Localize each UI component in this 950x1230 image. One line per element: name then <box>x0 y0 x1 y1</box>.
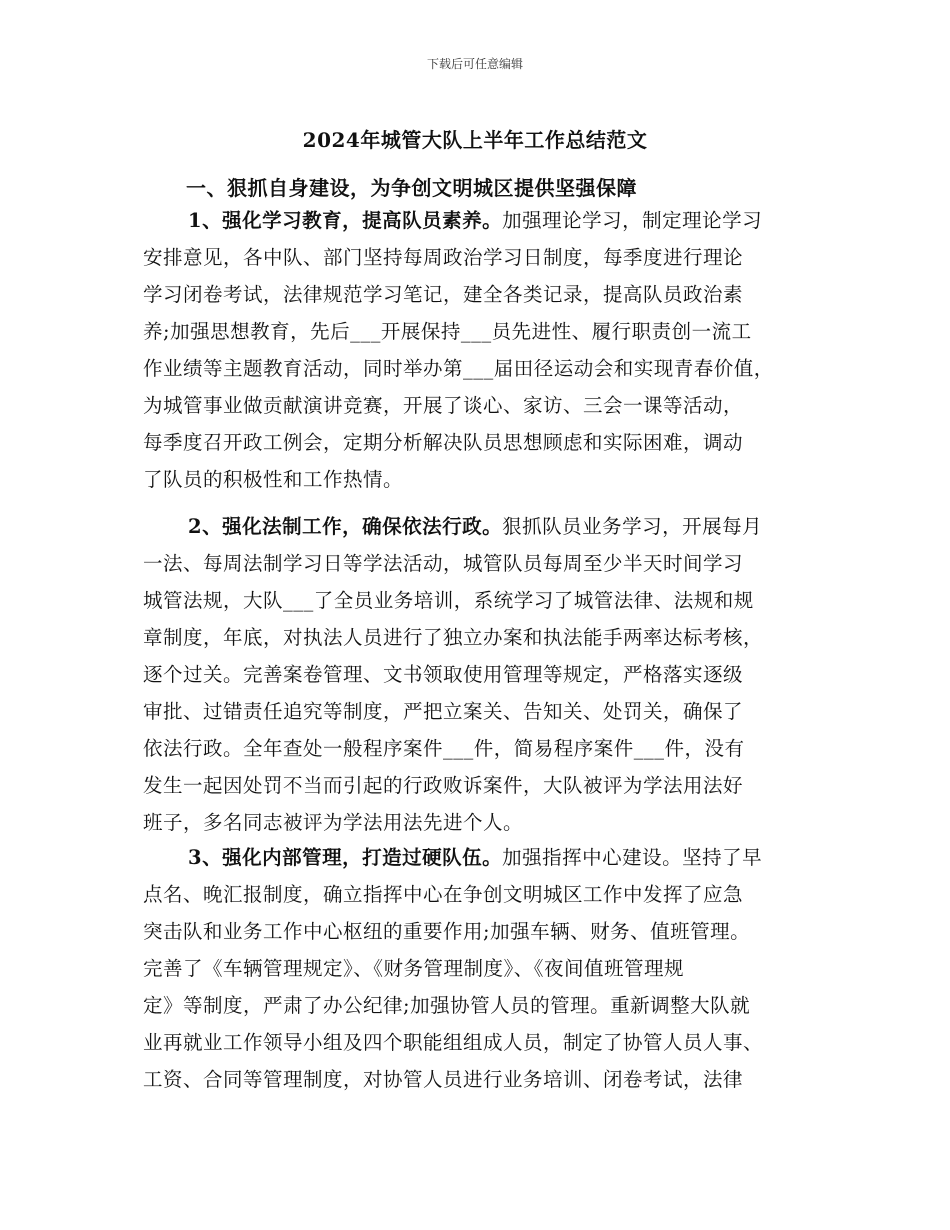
paragraph-line: 审批、过错责任追究等制度，严把立案关、告知关、处罚关，确保了 <box>143 700 744 723</box>
paragraph-line: 每季度召开政工例会，定期分析解决队员思想顾虑和实际困难，调动 <box>143 431 744 454</box>
section-heading: 一、狠抓自身建设，为争创文明城区提供坚强保障 <box>186 176 637 200</box>
paragraph-line: 逐个过关。完善案卷管理、文书领取使用管理等规定，严格落实逐级 <box>143 663 744 686</box>
paragraph-text: 加强指挥中心建设。坚持了早 <box>502 846 763 869</box>
paragraph-line: 为城管事业做贡献演讲竞赛，开展了谈心、家访、三会一课等活动， <box>143 394 744 417</box>
paragraph-line: 定》等制度，严肃了办公纪律;加强协管人员的管理。重新调整大队就 <box>143 994 751 1017</box>
header-note: 下载后可任意编辑 <box>426 57 523 71</box>
paragraph-lead: 1、强化学习教育，提高队员素养。 <box>188 209 503 232</box>
paragraph-2 <box>143 508 833 841</box>
paragraph-line: 学习闭卷考试，法律规范学习笔记，建全各类记录，提高队员政治素 <box>143 283 744 306</box>
paragraph-line: 业再就业工作领导小组及四个职能组组成人员，制定了协管人员人事、 <box>143 1031 764 1054</box>
paragraph-line: 工资、合同等管理制度，对协管人员进行业务培训、闭卷考试，法律 <box>143 1068 744 1091</box>
paragraph-line: 点名、晚汇报制度，确立指挥中心在争创文明城区工作中发挥了应急 <box>143 883 744 906</box>
paragraph-line: 班子，多名同志被评为学法用法先进个人。 <box>143 811 524 834</box>
paragraph-line: 安排意见，各中队、部门坚持每周政治学习日制度，每季度进行理论 <box>143 246 744 269</box>
document-title: 2024年城管大队上半年工作总结范文 <box>302 128 648 152</box>
paragraph-line: 城管法规，大队___了全员业务培训，系统学习了城管法律、法规和规 <box>143 589 754 612</box>
paragraph-text: 狠抓队员业务学习，开展每月 <box>502 515 763 538</box>
paragraph-line: 依法行政。全年查处一般程序案件___件，简易程序案件___件，没有 <box>143 737 745 760</box>
paragraph-line: 养;加强思想教育，先后___开展保持___员先进性、履行职责创一流工 <box>143 320 752 343</box>
paragraph-lead: 2、强化法制工作，确保依法行政。 <box>188 515 503 538</box>
paragraph-line: 一法、每周法制学习日等学法活动，城管队员每周至少半天时间学习 <box>143 552 744 575</box>
paragraph-line <box>143 508 833 545</box>
paragraph-line: 发生一起因处罚不当而引起的行政败诉案件，大队被评为学法用法好 <box>143 774 744 797</box>
paragraph-3 <box>143 839 833 1098</box>
paragraph-line <box>143 202 833 239</box>
paragraph-line: 作业绩等主题教育活动，同时举办第___届田径运动会和实现青春价值， <box>143 357 774 380</box>
paragraph-lead: 3、强化内部管理，打造过硬队伍。 <box>188 846 503 869</box>
paragraph-line <box>143 839 833 876</box>
paragraph-1 <box>143 202 833 498</box>
paragraph-line: 章制度，年底，对执法人员进行了独立办案和执法能手两率达标考核， <box>143 626 764 649</box>
paragraph-text: 加强理论学习，制定理论学习 <box>502 209 763 232</box>
paragraph-line: 完善了《车辆管理规定》、《财务管理制度》、《夜间值班管理规 <box>143 957 685 980</box>
paragraph-line: 突击队和业务工作中心枢纽的重要作用;加强车辆、财务、值班管理。 <box>143 920 751 943</box>
paragraph-line: 了队员的积极性和工作热情。 <box>143 468 404 491</box>
